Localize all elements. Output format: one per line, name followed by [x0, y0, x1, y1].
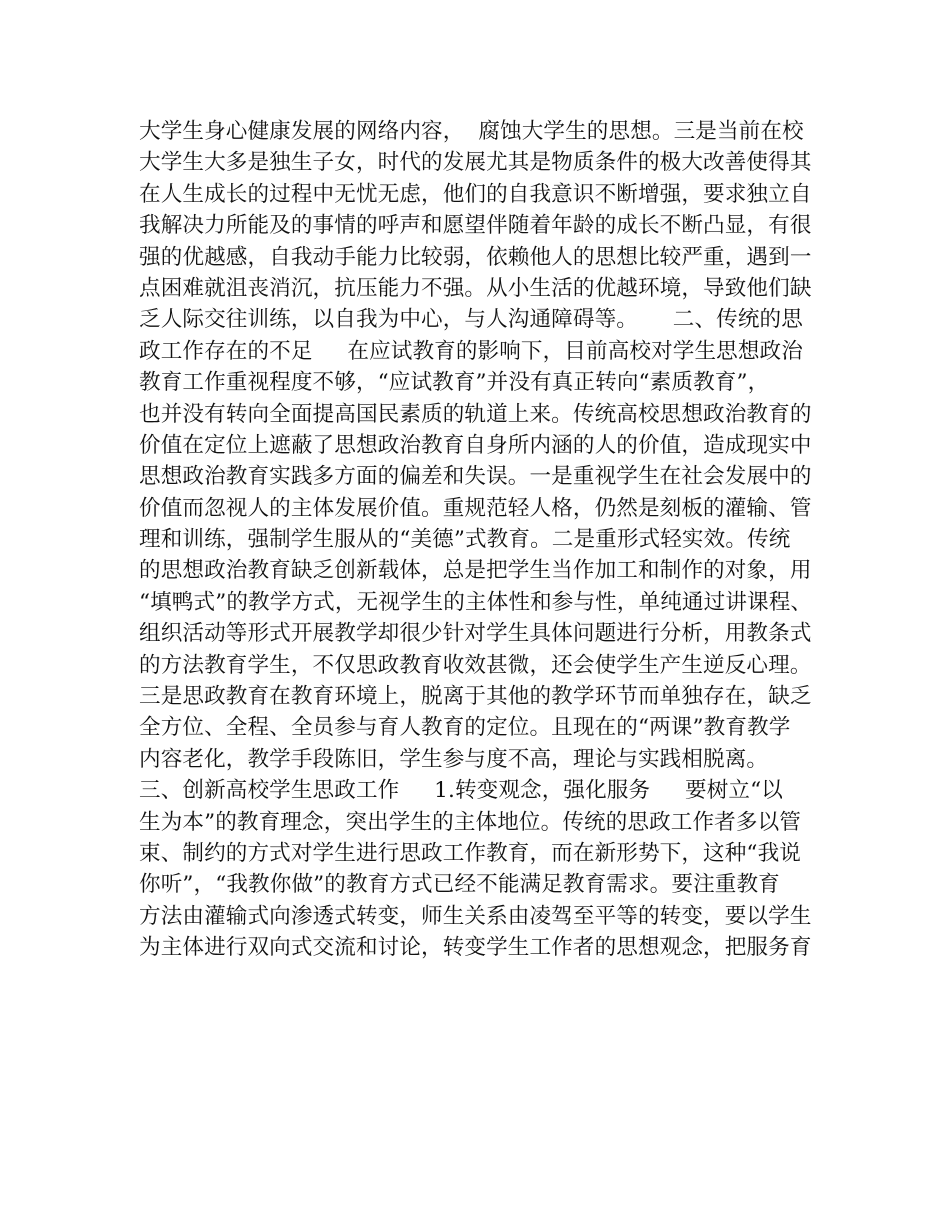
text-line: 为主体进行双向式交流和讨论，转变学生工作者的思想观念，把服务育	[139, 935, 812, 961]
text-line: 你听”，“我教你做”的教育方式已经不能满足教育需求。要注重教育	[139, 872, 780, 898]
text-line: 乏人际交往训练，以自我为中心，与人沟通障碍等。 二、传统的思	[139, 307, 803, 333]
text-line: 生为本”的教育理念，突出学生的主体地位。传统的思政工作者多以管	[139, 809, 801, 835]
text-line: 强的优越感，自我动手能力比较弱，依赖他人的思想比较严重，遇到一	[139, 244, 812, 270]
text-line: 价值而忽视人的主体发展价值。重规范轻人格，仍然是刻板的灌输、管	[139, 495, 812, 521]
text-line: “填鸭式”的教学方式，无视学生的主体性和参与性，单纯通过讲课程、	[139, 589, 813, 615]
text-line: 政工作存在的不足 在应试教育的影响下，目前高校对学生思想政治	[139, 338, 803, 364]
text-line: 大学生大多是独生子女，时代的发展尤其是物质条件的极大改善使得其	[139, 150, 812, 176]
text-line: 的思想政治教育缺乏创新载体，总是把学生当作加工和制作的对象，用	[139, 558, 812, 584]
text-line: 点困难就沮丧消沉，抗压能力不强。从小生活的优越环境，导致他们缺	[139, 275, 812, 301]
text-line: 全方位、全程、全员参与育人教育的定位。且现在的“两课”教育教学	[139, 715, 791, 741]
text-line: 三、创新高校学生思政工作 1.转变观念，强化服务 要树立“以	[139, 778, 783, 804]
text-line: 三是思政教育在教育环境上，脱离于其他的教学环节而单独存在，缺乏	[139, 684, 812, 710]
text-line: 组织活动等形式开展教学却很少针对学生具体问题进行分析，用教条式	[139, 621, 812, 647]
text-line: 我解决力所能及的事情的呼声和愿望伴随着年龄的成长不断凸显，有很	[139, 213, 812, 239]
body-text	[139, 116, 839, 964]
text-line: 也并没有转向全面提高国民素质的轨道上来。传统高校思想政治教育的	[139, 401, 812, 427]
text-line: 在人生成长的过程中无忧无虑，他们的自我意识不断增强，要求独立自	[139, 181, 812, 207]
text-line: 价值在定位上遮蔽了思想政治教育自身所内涵的人的价值，造成现实中	[139, 432, 812, 458]
text-line: 内容老化，教学手段陈旧，学生参与度不高，理论与实践相脱离。	[139, 746, 769, 772]
text-line: 理和训练，强制学生服从的“美德”式教育。二是重形式轻实效。传统	[139, 527, 791, 553]
text-line: 教育工作重视程度不够，“应试教育”并没有真正转向“素质教育”，	[139, 370, 770, 396]
text-line: 束、制约的方式对学生进行思政工作教育，而在新形势下，这种“我说	[139, 840, 801, 866]
text-line: 的方法教育学生，不仅思政教育收效甚微，还会使学生产生逆反心理。	[139, 652, 812, 678]
text-line: 思想政治教育实践多方面的偏差和失误。一是重视学生在社会发展中的	[139, 464, 812, 490]
text-line: 方法由灌输式向渗透式转变，师生关系由凌驾至平等的转变，要以学生	[139, 903, 812, 929]
text-line: 大学生身心健康发展的网络内容， 腐蚀大学生的思想。三是当前在校	[139, 119, 804, 144]
